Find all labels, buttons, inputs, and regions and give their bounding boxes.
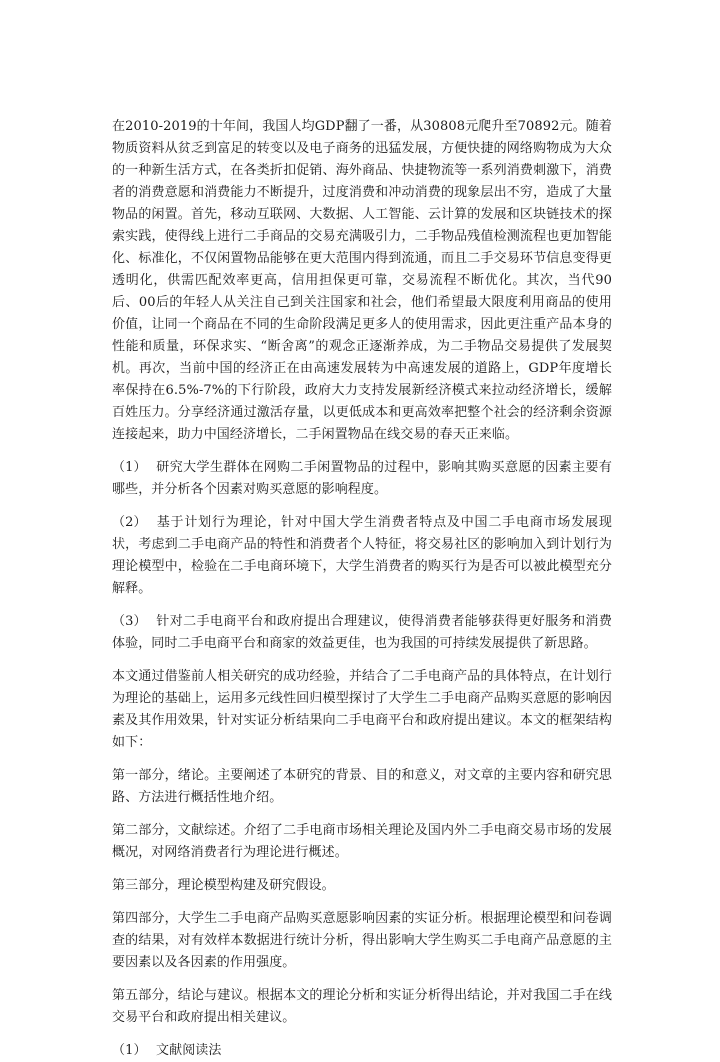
part-2-paragraph: 第二部分，文献综述。介绍了二手电商市场相关理论及国内外二手电商交易市场的发展概况，对网络消费者行为理论进行概述。: [112, 823, 612, 860]
objective-item-1: [112, 457, 612, 501]
part-4-paragraph: 第四部分，大学生二手电商产品购买意愿影响因素的实证分析。根据理论模型和问卷调查的结果，对有效样本数据进行统计分析，得出影响大学生购买二手电商产品意愿的主要因素以及各因素的作用强度。: [112, 911, 612, 970]
part-1-paragraph: 第一部分，绪论。主要阐述了本研究的背景、目的和意义，对文章的主要内容和研究思路、方法进行概括性地介绍。: [112, 768, 612, 805]
item-text: 研究大学生群体在网购二手闲置物品的过程中，影响其购买意愿的因素主要有哪些，并分析各个因素对购买意愿的影响程度。: [112, 460, 612, 497]
framework-paragraph: 本文通过借鉴前人相关研究的成功经验，并结合了二手电商产品的具体特点，在计划行为理论的基础上，运用多元线性回归模型探讨了大学生二手电商产品购买意愿的影响因素及其作用效果，针对实证分析结果向二手电商平台和政府提出建议。本文的框架结构如下：: [112, 669, 612, 750]
item-text: 文献阅读法: [156, 1043, 222, 1058]
item-text: 基于计划行为理论，针对中国大学生消费者特点及中国二手电商市场发展现状，考虑到二手电商产品的特性和消费者个人特征，将交易社区的影响加入到计划行为理论模型中，检验在二手电商环境下，大学生消费者的购买行为是否可以被此模型充分解释。: [112, 515, 612, 596]
objective-item-2: [112, 512, 612, 600]
part-5-paragraph: 第五部分，结论与建议。根据本文的理论分析和实证分析得出结论，并对我国二手在线交易平台和政府提出相关建议。: [112, 988, 612, 1025]
item-number: （3）: [112, 614, 147, 629]
item-text: 针对二手电商平台和政府提出合理建议，使得消费者能够获得更好服务和消费体验，同时二手电商平台和商家的效益更佳，也为我国的可持续发展提供了新思路。: [112, 614, 612, 651]
intro-paragraph: 在2010-2019的十年间，我国人均GDP翻了一番，从30808元爬升至70892元。随着物质资料从贫乏到富足的转变以及电子商务的迅猛发展，方便快捷的网络购物成为大众的一种新生活方式，在各类折扣促销、海外商品、快捷物流等一系列消费刺激下，消费者的消费意愿和消费能力不断提升，过度消费和冲动消费的现象层出不穷，造成了大量物品的闲置。首先，移动互联网、大数据、人工智能、云计算的发展和区块链技术的探索实践，使得线上进行二手商品的交易充满吸引力，二手物品残值检测流程也更加智能化、标准化，不仅闲置物品能够在更大范围内得到流通，而且二手交易环节信息变得更透明化，供需匹配效率更高，信用担保更可靠，交易流程不断优化。其次，当代90后、00后的年轻人从关注自己到关注国家和社会，他们希望最大限度利用商品的使用价值，让同一个商品在不同的生命阶段满足更多人的使用需求，因此更注重产品本身的性能和质量，环保求实、“断舍离”的观念正逐渐养成，为二手物品交易提供了发展契机。再次，当前中国的经济正在由高速发展转为中高速发展的道路上，GDP年度增长率保持在6.5%-7%的下行阶段，政府大力支持发展新经济模式来拉动经济增长，缓解百姓压力。分享经济通过激活存量，以更低成本和更高效率把整个社会的经济剩余资源连接起来，助力中国经济增长，二手闲置物品在线交易的春天正来临。: [112, 119, 612, 442]
item-number: （2）: [112, 515, 147, 530]
method-item-1: [112, 1040, 612, 1062]
item-number: （1）: [112, 1043, 147, 1058]
objective-item-3: [112, 611, 612, 655]
part-3-paragraph: 第三部分，理论模型构建及研究假设。: [112, 878, 335, 893]
item-number: （1）: [112, 460, 147, 475]
